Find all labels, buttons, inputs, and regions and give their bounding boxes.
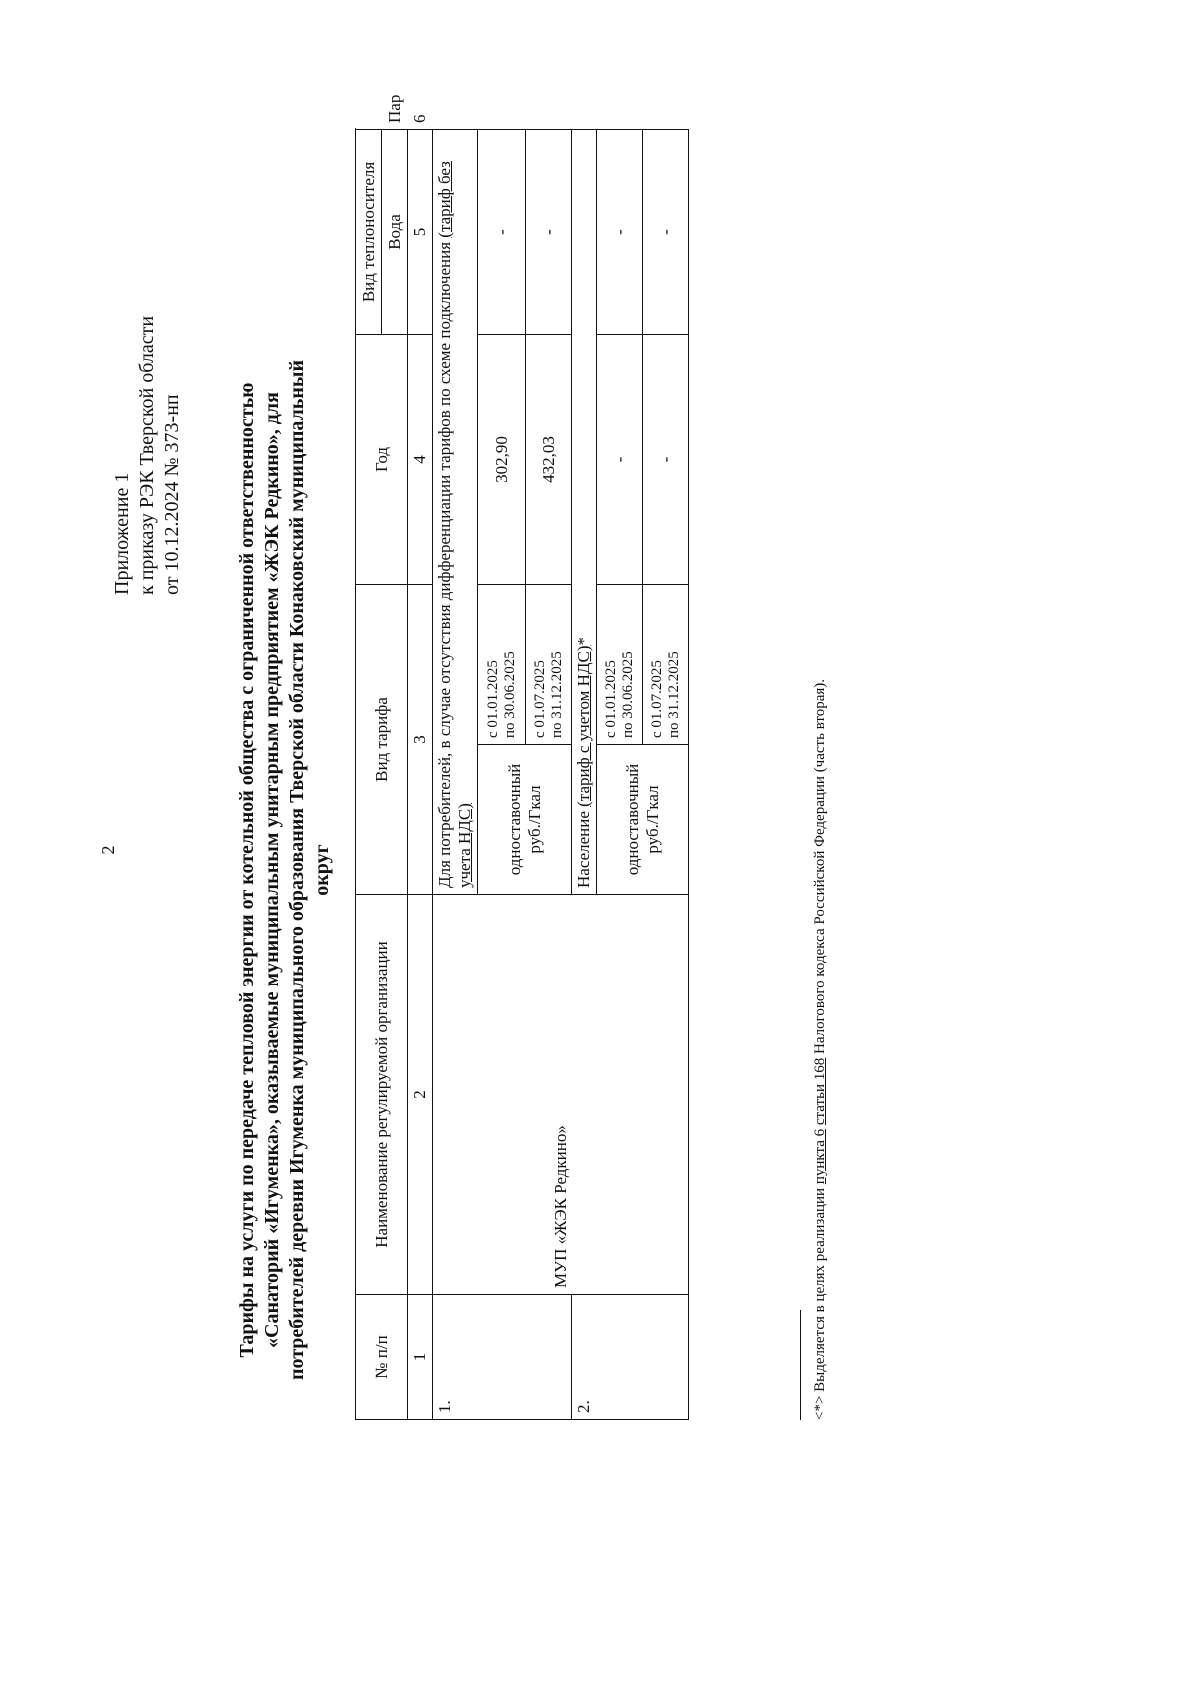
col-number-2: 2 — [408, 895, 433, 1295]
section-2-period-2-water: - — [643, 335, 689, 585]
appendix-line-2: к приказу РЭК Тверской области — [136, 315, 158, 595]
header-tariff-type: Вид тарифа — [356, 585, 408, 895]
footnote-text: <*> Выделяется в целях реализации — [812, 1184, 828, 1420]
header-org: Наименование регулируемой организации — [356, 895, 408, 1295]
footnote-link-point[interactable]: пункта 6 — [812, 1128, 828, 1185]
section-1-period-2-to: по 31.12.2025 — [548, 651, 565, 738]
section-1-note-text: Для потребителей, в случае отсутствия дифференциации тарифов по схеме подключения — [435, 241, 454, 888]
col-number-3: 3 — [408, 585, 433, 895]
footnote-link-article[interactable]: статьи 168 — [812, 1057, 828, 1126]
section-1-period-1-water: 302,90 — [478, 335, 526, 585]
section-1-period-2-steam: - — [526, 130, 572, 335]
footnote-text-end: Налогового кодекса Российской Федерации (часть вторая). — [812, 678, 828, 1058]
footnote — [812, 220, 829, 1420]
section-2-num: 2. — [572, 1295, 689, 1420]
footnote-divider — [800, 1310, 801, 1420]
section-2-period-1-steam: - — [597, 130, 643, 335]
section-1-note-row — [433, 130, 478, 1420]
section-1-period-2-from: с 01.07.2025 — [531, 660, 548, 738]
col-number-5: 5 — [408, 130, 433, 335]
section-2-period-1-to: по 30.06.2025 — [619, 651, 636, 738]
section-2-period-2-steam: - — [643, 130, 689, 335]
section-2-period-2-from: с 01.07.2025 — [648, 660, 665, 738]
section-2-period-1-water: - — [597, 335, 643, 585]
header-water: Вода — [382, 130, 408, 335]
page-number: 2 — [97, 845, 118, 855]
section-1-period-1-to: по 30.06.2025 — [501, 651, 518, 738]
footnote-space — [812, 1125, 828, 1129]
section-1-period-2 — [526, 585, 572, 745]
table-subheader-row: Вода Пар — [382, 130, 408, 1420]
section-1-period-1-steam: - — [478, 130, 526, 335]
header-carrier: Вид теплоносителя — [356, 130, 382, 335]
column-numbers-row: 1 2 3 4 5 6 — [408, 130, 433, 1420]
section-1-period-2-water: 432,03 — [526, 335, 572, 585]
section-2-note-text: Население — [574, 806, 593, 888]
section-1-period-1-from: с 01.01.2025 — [484, 660, 501, 738]
document-title: Тарифы на услуги по передаче тепловой энергии от котельной общества с ограниченной ответственностью «Санаторий «Игуменка», оказываемые муниципальным унитарным предприятием «ЖЭК Редкино», для потребителей деревни Игуменка муниципального образования Тверской области Конаковский муниципальный округ — [236, 359, 333, 1381]
section-2-note — [572, 130, 597, 895]
section-1-period-1 — [478, 585, 526, 745]
section-2-period-1-from: с 01.01.2025 — [602, 660, 619, 738]
table-header-row — [356, 130, 382, 1420]
section-1-note — [433, 130, 478, 895]
section-2-note-underlined: (тариф с учетом НДС) — [574, 645, 593, 807]
org-name-cell: МУП «ЖЭК Редкино» — [433, 895, 689, 1295]
section-1-tariff: одноставочный руб./Гкал — [478, 745, 572, 895]
section-2-period-2 — [643, 585, 689, 745]
rotated-page-content — [60, 60, 1150, 1635]
section-2-period-2-to: по 31.12.2025 — [665, 651, 682, 738]
appendix-block — [110, 175, 185, 595]
appendix-line-3: от 10.12.2024 № 373-нп — [161, 394, 183, 595]
header-num: № п/п — [356, 1295, 408, 1420]
section-1-num: 1. — [433, 1295, 572, 1420]
section-1-note-underlined: (тариф без учета НДС) — [435, 161, 474, 888]
appendix-line-1: Приложение 1 — [111, 472, 133, 595]
section-2-tariff: одноставочный руб./Гкал — [597, 745, 689, 895]
header-year: Год — [356, 335, 408, 585]
col-number-1: 1 — [408, 1295, 433, 1420]
section-2-note-suffix: * — [574, 637, 593, 646]
section-2-period-1 — [597, 585, 643, 745]
tariffs-table — [355, 94, 689, 1420]
col-number-4: 4 — [408, 335, 433, 585]
